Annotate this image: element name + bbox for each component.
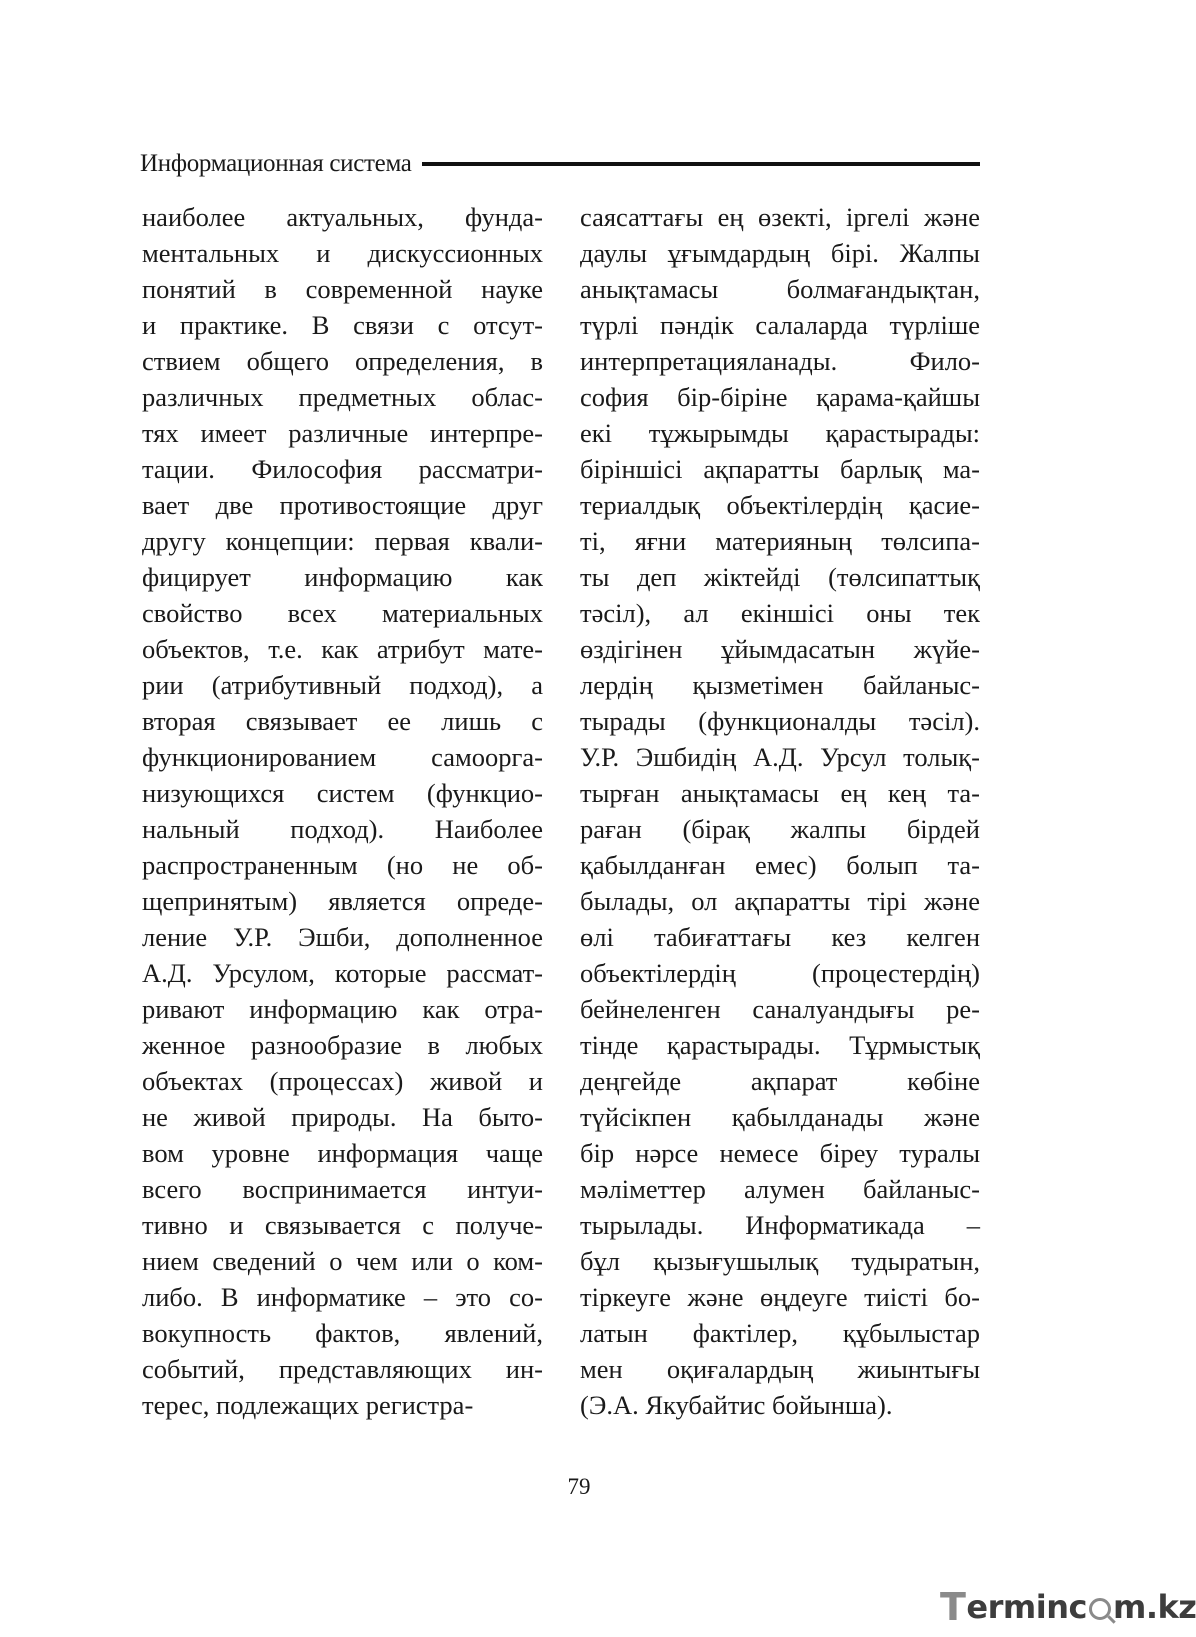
- text-line: бейнеленген саналуандығы ре-: [580, 994, 980, 1024]
- text-line: өздігінен ұйымдасатын жүйе-: [580, 634, 980, 664]
- text-line: бір нәрсе немесе біреу туралы: [580, 1138, 980, 1168]
- text-line: софия бір-біріне қарама-қайшы: [580, 382, 980, 412]
- text-line: былады, ол ақпаратты тірі және: [580, 886, 980, 916]
- text-line: нием сведений о чем или о ком-: [142, 1246, 543, 1276]
- right-column-kazakh: [580, 199, 980, 1423]
- text-line: У.Р. Эшбидің А.Д. Урсул толық-: [580, 742, 980, 772]
- header-rule: [422, 162, 980, 166]
- text-line: лердің қызметімен байланыс-: [580, 670, 980, 700]
- text-line: ление У.Р. Эшби, дополненное: [142, 922, 543, 952]
- text-line: функционированием самоорга-: [142, 742, 543, 772]
- running-header: [140, 147, 980, 181]
- text-line: объектах (процессах) живой и: [142, 1066, 543, 1096]
- magnifier-icon: [1089, 1598, 1111, 1620]
- text-line: либо. В информатике – это со-: [142, 1282, 543, 1312]
- text-line: терес, подлежащих регистра-: [142, 1390, 474, 1420]
- text-line: щепринятым) является опреде-: [142, 886, 543, 916]
- text-line: анықтамасы болмағандықтан,: [580, 274, 980, 304]
- text-line: ментальных и дискуссионных: [142, 238, 543, 268]
- left-column-russian: [142, 199, 543, 1423]
- text-line: екі тұжырымды қарастырады:: [580, 418, 980, 448]
- text-line: түрлі пәндік салаларда түрліше: [580, 310, 980, 340]
- text-line: тіркеуге және өңдеуге тиісті бо-: [580, 1282, 980, 1312]
- text-line: қабылданған емес) болып та-: [580, 850, 980, 880]
- text-line: объектов, т.е. как атрибут мате-: [142, 634, 543, 664]
- text-line: тәсіл), ал екіншісі оны тек: [580, 598, 980, 628]
- text-line: ты деп жіктейді (төлсипаттық: [580, 562, 980, 592]
- text-line: объектілердің (процестердің): [580, 958, 980, 988]
- text-line: ті, яғни материяның төлсипа-: [580, 526, 980, 556]
- text-line: вом уровне информация чаще: [142, 1138, 543, 1168]
- text-line: тырылады. Информатикада –: [580, 1210, 980, 1240]
- text-line: тивно и связывается с получе-: [142, 1210, 543, 1240]
- text-line: өлі табиғаттағы кез келген: [580, 922, 980, 952]
- text-line: вокупность фактов, явлений,: [142, 1318, 543, 1348]
- text-line: мен оқиғалардың жиынтығы: [580, 1354, 980, 1384]
- text-line: фицирует информацию как: [142, 562, 543, 592]
- logo-t-letter: T: [940, 1585, 966, 1629]
- text-line: женное разнообразие в любых: [142, 1030, 543, 1060]
- text-line: свойство всех материальных: [142, 598, 543, 628]
- text-line: нальный подход). Наиболее: [142, 814, 543, 844]
- logo-text-part2: m.kz: [1112, 1588, 1196, 1626]
- text-line: мәліметтер алумен байланыс-: [580, 1174, 980, 1204]
- text-line: различных предметных облас-: [142, 382, 543, 412]
- text-line: низующихся систем (функцио-: [142, 778, 543, 808]
- text-line: вает две противостоящие друг: [142, 490, 543, 520]
- text-line: тации. Философия рассматри-: [142, 454, 543, 484]
- text-line: распространенным (но не об-: [142, 850, 543, 880]
- text-line: всего воспринимается интуи-: [142, 1174, 543, 1204]
- text-line: (Э.А. Якубайтис бойынша).: [580, 1390, 893, 1420]
- termincom-logo: [940, 1585, 1196, 1629]
- text-line: интерпретацияланады. Фило-: [580, 346, 980, 376]
- logo-text-part1: erminc: [966, 1588, 1087, 1626]
- text-line: А.Д. Урсулом, которые рассмат-: [142, 958, 543, 988]
- text-line: ствием общего определения, в: [142, 346, 543, 376]
- text-line: тырған анықтамасы ең кең та-: [580, 778, 980, 808]
- text-line: событий, представляющих ин-: [142, 1354, 543, 1384]
- text-line: другу концепции: первая квали-: [142, 526, 543, 556]
- text-line: тінде қарастырады. Тұрмыстық: [580, 1030, 980, 1060]
- text-line: тырады (функционалды тәсіл).: [580, 706, 980, 736]
- text-line: понятий в современной науке: [142, 274, 543, 304]
- text-line: териалдық объектілердің қасие-: [580, 490, 980, 520]
- text-line: тях имеет различные интерпре-: [142, 418, 543, 448]
- text-line: ривают информацию как отра-: [142, 994, 543, 1024]
- text-line: не живой природы. На быто-: [142, 1102, 543, 1132]
- text-line: деңгейде ақпарат көбіне: [580, 1066, 980, 1096]
- running-header-title: Информационная система: [140, 150, 412, 177]
- text-line: рии (атрибутивный подход), а: [142, 670, 543, 700]
- page-number: 79: [567, 1474, 591, 1499]
- text-line: и практике. В связи с отсут-: [142, 310, 543, 340]
- text-line: раған (бірақ жалпы бірдей: [580, 814, 980, 844]
- text-line: біріншісі ақпаратты барлық ма-: [580, 454, 980, 484]
- text-line: даулы ұғымдардың бірі. Жалпы: [580, 238, 980, 268]
- text-line: вторая связывает ее лишь с: [142, 706, 543, 736]
- text-line: саясаттағы ең өзекті, іргелі және: [580, 202, 980, 232]
- text-line: түйсікпен қабылданады және: [580, 1102, 980, 1132]
- text-line: бұл қызығушылық тудыратын,: [580, 1246, 980, 1276]
- text-line: наиболее актуальных, фунда-: [142, 202, 543, 232]
- text-line: латын фактілер, құбылыстар: [580, 1318, 980, 1348]
